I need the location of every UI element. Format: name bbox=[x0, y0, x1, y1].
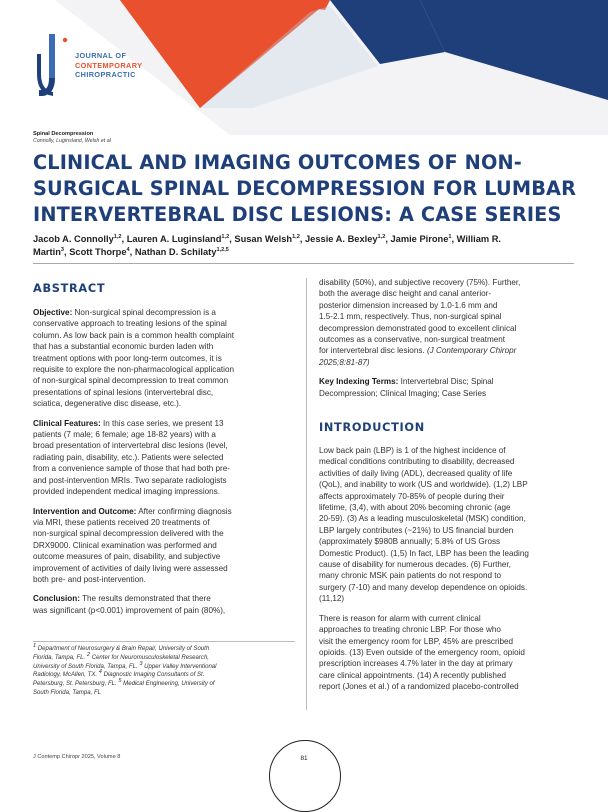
text-line: 1.5-2.1 mm, respectively. Thus, non-surgical spinal bbox=[319, 312, 502, 322]
text-line: medical conditions contributing to disability, decreased bbox=[319, 457, 515, 467]
text-line: DRX9000. Clinical examination was performed and bbox=[33, 540, 217, 550]
key-indexing-terms: Key Indexing Terms: Intervertebral Disc; Spinal Decompression; Clinical Imaging; Case Series bbox=[319, 377, 494, 398]
abstract-objective bbox=[33, 307, 295, 410]
intro-paragraph-1 bbox=[319, 445, 581, 605]
author-line bbox=[33, 246, 583, 259]
text-line: via MRI, these patients received 20 treatments of bbox=[33, 517, 210, 527]
abstract-features bbox=[33, 418, 295, 498]
footnote-line: South Florida, Tampa, FL bbox=[33, 689, 102, 696]
title-divider bbox=[33, 263, 574, 264]
text-line: radiating pain, disability, etc.). Patients were selected bbox=[33, 452, 224, 462]
author-name: , Jamie Pirone bbox=[385, 234, 449, 244]
footnote-line: Florida, Tampa, FL. $^2$ Center for Neuromusculoskeletal Research, bbox=[33, 651, 209, 661]
footnote-line: Petersburg, St. Petersburg, FL. $^5$ Medical Engineering, University of bbox=[33, 678, 215, 688]
text-line: opioids. (13) Even outside of the emergency room, opioid bbox=[319, 647, 525, 657]
text-line: surgery (7-10) and many develop dependence on opioids. bbox=[319, 582, 528, 592]
affiliation-sup: 3 bbox=[60, 247, 65, 254]
text-line: visit the emergency room for LBP, 45% are prescribed bbox=[319, 636, 514, 646]
affiliation-sup: 1,2 bbox=[221, 233, 230, 240]
abstract-body bbox=[33, 307, 295, 616]
page-number-circle bbox=[269, 740, 341, 812]
text-line: requisite to explore the non-pharmacological application bbox=[33, 365, 234, 375]
journal-logo-icon bbox=[33, 34, 73, 98]
text-line: non-surgical spinal decompression delivered with the bbox=[33, 529, 224, 539]
text-line: from a convenience sample of those that had both pre- bbox=[33, 464, 230, 474]
text-line: disability (50%), and subjective recovery (75%). Further, bbox=[319, 278, 521, 287]
text-line: Clinical Features: In this case series, we present 13 bbox=[33, 418, 224, 428]
text-line: approaches to treating chronic LBP. For those who bbox=[319, 625, 501, 635]
text-line: lifetime, (3,4), with about 20% becoming chronic (age bbox=[319, 503, 511, 513]
affiliation-sup: 4 bbox=[126, 247, 130, 254]
text-line: was significant (p<0.001) improvement of pain (80%), bbox=[33, 605, 226, 615]
abstract-continued bbox=[319, 277, 581, 368]
text-line: Intervention and Outcome: After confirming diagnosis bbox=[33, 506, 232, 516]
author-name: , Susan Welsh bbox=[229, 234, 293, 244]
section-label: Spinal Decompression bbox=[33, 131, 94, 137]
text-line: activities of daily living (ADL), decreased quality of life bbox=[319, 468, 513, 478]
text-line: Conclusion: The results demonstrated that there bbox=[33, 594, 211, 604]
text-line: affects approximately 70-85% of people during their bbox=[319, 491, 505, 501]
footnote-line: $^1$ Department of Neurosurgery & Brain Repair, University of South bbox=[33, 642, 210, 652]
title-line: CLINICAL AND IMAGING OUTCOMES OF NON- bbox=[33, 151, 522, 174]
intro-paragraph-2 bbox=[319, 613, 581, 693]
author-name: , Lauren A. Luginsland bbox=[121, 234, 222, 244]
paragraph-label: Objective: bbox=[33, 308, 73, 317]
introduction-body bbox=[319, 445, 581, 693]
text-line: cause of disability for numerous decades. (6) Further, bbox=[319, 560, 511, 570]
text-line: broad presentation of intervertebral disc lesions (level, bbox=[33, 441, 228, 451]
text-line: provided independent medical imaging impressions. bbox=[33, 487, 220, 497]
author-name: Jacob A. Connolly bbox=[33, 234, 114, 244]
text-line: and post-intervention MRIs. Two separate radiologists bbox=[33, 475, 227, 485]
article-title bbox=[33, 150, 578, 228]
journal-name bbox=[75, 51, 142, 80]
abstract-conclusion bbox=[33, 593, 295, 616]
text-line: Objective: Non-surgical spinal decompression is a bbox=[33, 308, 216, 317]
paragraph-label: Intervention and Outcome: bbox=[33, 506, 137, 516]
text-line: 20-59). (3) As a leading musculoskeletal (MSK) condition, bbox=[319, 514, 526, 524]
author-name: , Jessie A. Bexley bbox=[299, 234, 378, 244]
running-authors: Connolly, Luginsland, Welsh et al bbox=[33, 138, 111, 144]
text-line: improvement of activities of daily living were assessed bbox=[33, 563, 228, 573]
text-line: column. As low back pain is a common health complaint bbox=[33, 330, 234, 340]
author-line bbox=[33, 233, 583, 246]
affiliation-sup: 1,2 bbox=[292, 233, 300, 240]
text-line: both pre- and post-intervention. bbox=[33, 574, 146, 584]
text-line: posterior dimension increased by 1.0-1.6 mm and bbox=[319, 300, 498, 310]
text-line: care clinical appointments. (14) A recently published bbox=[319, 670, 506, 680]
text-line: that has a substantial economic burden laden with bbox=[33, 342, 214, 352]
footnote-line: University of South Florida, Tampa, FL. $^3$ Upper Valley Interventional bbox=[33, 660, 217, 670]
paragraph-label: Conclusion: bbox=[33, 594, 80, 604]
title-line: SURGICAL SPINAL DECOMPRESSION FOR LUMBAR bbox=[33, 177, 577, 200]
author-name: , William R. bbox=[451, 234, 502, 244]
text-line: outcome measures of pain, disability, and subjective bbox=[33, 552, 221, 562]
text-line: LBP largely contributes (~21%) to US financial burden bbox=[319, 525, 514, 535]
text-line: of non-surgical spinal decompression to treat common bbox=[33, 376, 229, 386]
text-line: Low back pain (LBP) is 1 of the highest incidence of bbox=[319, 446, 506, 455]
right-column bbox=[319, 277, 581, 399]
citation: (J Contemporary Chiropr bbox=[426, 346, 517, 356]
title-line: INTERVERTEBRAL DISC LESIONS: A CASE SERIES bbox=[33, 203, 562, 226]
text-line: treatment options with poor long-term outcomes, it is bbox=[33, 353, 222, 363]
abstract-intervention bbox=[33, 506, 295, 586]
abstract-heading: ABSTRACT bbox=[33, 282, 106, 295]
journal-name-line3: CHIROPRACTIC bbox=[75, 70, 136, 80]
author-list bbox=[33, 233, 583, 260]
text-line: (QoL), and inability to work (US and worldwide). (1,2) LBP bbox=[319, 480, 528, 490]
text-line: decompression demonstrated good to excellent clinical bbox=[319, 323, 517, 333]
author-name: , Scott Thorpe bbox=[64, 247, 127, 258]
text-line: for intervertebral disc lesions. (J Contemporary Chiropr bbox=[319, 346, 517, 356]
text-line: sciatica, degenerative disc disease, etc.). bbox=[33, 399, 182, 409]
text-line: There is reason for alarm with current clinical bbox=[319, 613, 481, 623]
affiliation-sup: 1,2 bbox=[377, 233, 386, 240]
journal-name-line1: JOURNAL OF bbox=[75, 51, 127, 60]
text-line: both the average disc height and canal anterior- bbox=[319, 289, 492, 299]
text-line: report (Jones et al.) of a randomized placebo-controlled bbox=[319, 682, 519, 692]
text-line bbox=[319, 357, 581, 368]
journal-name-line2: CONTEMPORARY bbox=[75, 60, 143, 70]
footnote-rule bbox=[33, 641, 295, 642]
affiliation-sup: 1,2 bbox=[113, 233, 122, 240]
text-line: (11,12) bbox=[319, 594, 345, 604]
affiliation-sup: 1 bbox=[448, 233, 452, 240]
introduction-heading: INTRODUCTION bbox=[319, 421, 425, 434]
text-line: presentations of spinal lesions (intervertebral disc, bbox=[33, 387, 214, 397]
affiliation-sup: 1,2,5 bbox=[216, 247, 229, 254]
paragraph-label: Clinical Features: bbox=[33, 418, 101, 428]
text-line: Domestic Product). (1,5) In fact, LBP has been the leading bbox=[319, 548, 529, 558]
text-line: outcomes as a conservative, non-surgical treatment bbox=[319, 335, 506, 345]
footnote-line: Radiology, McAllen, TX. $^4$ Diagnostic Imaging Consultants of St. bbox=[33, 669, 205, 679]
column-divider bbox=[306, 278, 307, 710]
citation: 2025;8:81-87) bbox=[319, 357, 370, 367]
text-line: many chronic MSK pain patients do not respond to bbox=[319, 571, 502, 581]
affiliation-footnotes bbox=[33, 642, 295, 698]
author-name: , Nathan D. Schilaty bbox=[129, 247, 217, 258]
text-line: prescription increases 4.7% later in the day at primary bbox=[319, 659, 513, 669]
author-name: Martin bbox=[33, 247, 61, 258]
footer-journal-issue: J Contemp Chiropr 2025, Volume 8 bbox=[33, 754, 121, 760]
text-line: patients (7 male; 6 female; age 18-82 years) with a bbox=[33, 430, 216, 440]
text-line: (approximately $980B annually; 5.8% of US Gross bbox=[319, 537, 501, 547]
text-line: conservative approach to treating lesions of the spinal bbox=[33, 319, 227, 329]
page-number: 81 bbox=[300, 755, 308, 762]
